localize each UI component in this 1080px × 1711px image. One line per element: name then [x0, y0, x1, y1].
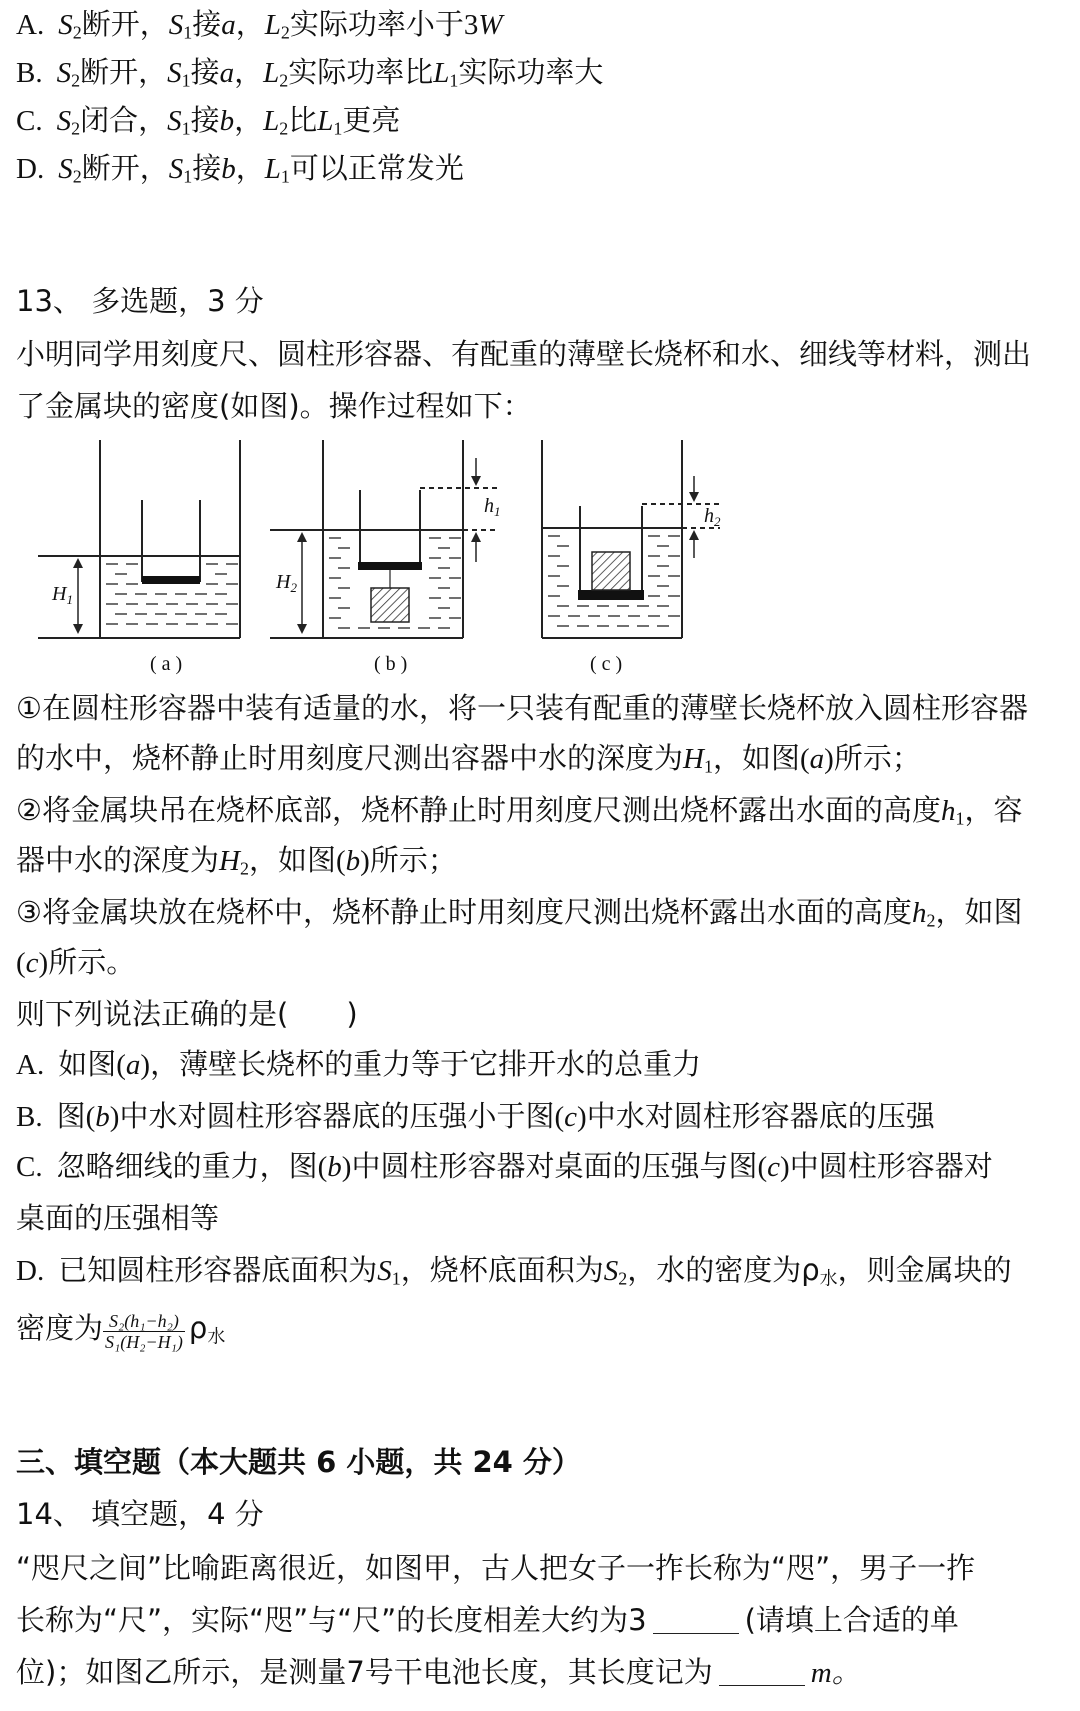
figure-b [270, 440, 498, 638]
step2-line1: ②将金属块吊在烧杯底部，烧杯静止时用刻度尺测出烧杯露出水面的高度$h_1$，容 [16, 793, 1023, 829]
caption-b: ( b ) [374, 653, 408, 675]
q13-option-c-line2: 桌面的压强相等 [16, 1201, 220, 1235]
q14-header: 14、 填空题，4 分 [16, 1497, 264, 1531]
density-fraction: $\frac{\text{S₂(h₁−h₂)}}{\text{S₁(H₂−H₁)}}$ [105, 1310, 183, 1352]
q13-ask: 则下列说法正确的是( ) [16, 997, 358, 1031]
step3-line1: ③将金属块放在烧杯中，烧杯静止时用刻度尺测出烧杯露出水面的高度$h_2$，如图 [16, 895, 1023, 931]
q13-stem-line2: 了金属块的密度(如图)。操作过程如下： [16, 389, 532, 423]
q13-header: 13、 多选题，3 分 [16, 284, 264, 318]
option-letter: B. [16, 57, 43, 89]
caption-c: ( c ) [590, 653, 623, 675]
q13-option-c-line1: C. 忽略细线的重力，图(b)中圆柱形容器对桌面的压强与图(c)中圆柱形容器对 [16, 1149, 993, 1183]
q13-option-a: A. 如图(a)，薄壁长烧杯的重力等于它排开水的总重力 [16, 1047, 702, 1081]
label-h1: $h_1$ [484, 495, 501, 519]
caption-a: ( a ) [150, 653, 183, 675]
q14-line2: 长称为“尺”，实际“咫”与“尺”的长度相差大约为3 (请填上合适的单 [16, 1603, 959, 1637]
label-H1: $H_1$ [52, 583, 73, 607]
option-letter: A. [16, 9, 45, 41]
figure-a [38, 440, 240, 638]
section3-title: 三、填空题（本大题共 6 小题，共 24 分） [16, 1445, 581, 1479]
label-h2: $h_2$ [704, 505, 721, 529]
q12-option-c: C. $S_2$闭合，$S_1$接b，$L_2$比$L_1$更亮 [16, 103, 401, 139]
q12-option-d: D. $S_2$断开，$S_1$接b，$L_1$可以正常发光 [16, 151, 464, 187]
label-H2: $H_2$ [276, 571, 297, 595]
figure-c [542, 440, 720, 638]
q12-option-a: A. $S_2$断开，$S_1$接a，$L_2$实际功率小于3W [16, 7, 503, 43]
q13-option-d-line2: 密度为 $\frac{\text{S₂(h₁−h₂)}}{\text{S₁(H₂−H₁)}}$ $\rho_水$ [16, 1310, 226, 1352]
step2-line2: 器中水的深度为$H_2$，如图(b)所示； [16, 843, 457, 879]
q13-figure [30, 440, 790, 680]
answer-blank-2[interactable] [719, 1657, 805, 1686]
step1-line2: 的水中，烧杯静止时用刻度尺测出容器中水的深度为$H_1$，如图(a)所示； [16, 741, 921, 777]
q13-stem-line1: 小明同学用刻度尺、圆柱形容器、有配重的薄壁长烧杯和水、细线等材料，测出 [16, 337, 1032, 371]
option-letter: D. [16, 153, 45, 185]
step3-line2: (c)所示。 [16, 945, 136, 979]
q13-option-d-line1: D. 已知圆柱形容器底面积为$S_1$，烧杯底面积为$S_2$，水的密度为$\rho_水$，则金属块的 [16, 1253, 1012, 1290]
q14-line1: “咫尺之间”比喻距离很近，如图甲，古人把女子一拃长称为“咫”，男子一拃 [16, 1551, 976, 1585]
answer-blank-1[interactable] [653, 1605, 739, 1634]
q13-option-b: B. 图(b)中水对圆柱形容器底的压强小于图(c)中水对圆柱形容器底的压强 [16, 1099, 935, 1133]
step1-line1: ①在圆柱形容器中装有适量的水，将一只装有配重的薄壁长烧杯放入圆柱形容器 [16, 691, 1028, 725]
option-letter: C. [16, 105, 43, 137]
q12-option-b: B. $S_2$断开，$S_1$接a，$L_2$实际功率比$L_1$实际功率大 [16, 55, 604, 91]
q14-line3: 位)；如图乙所示，是测量7号干电池长度，其长度记为 m。 [16, 1655, 861, 1689]
